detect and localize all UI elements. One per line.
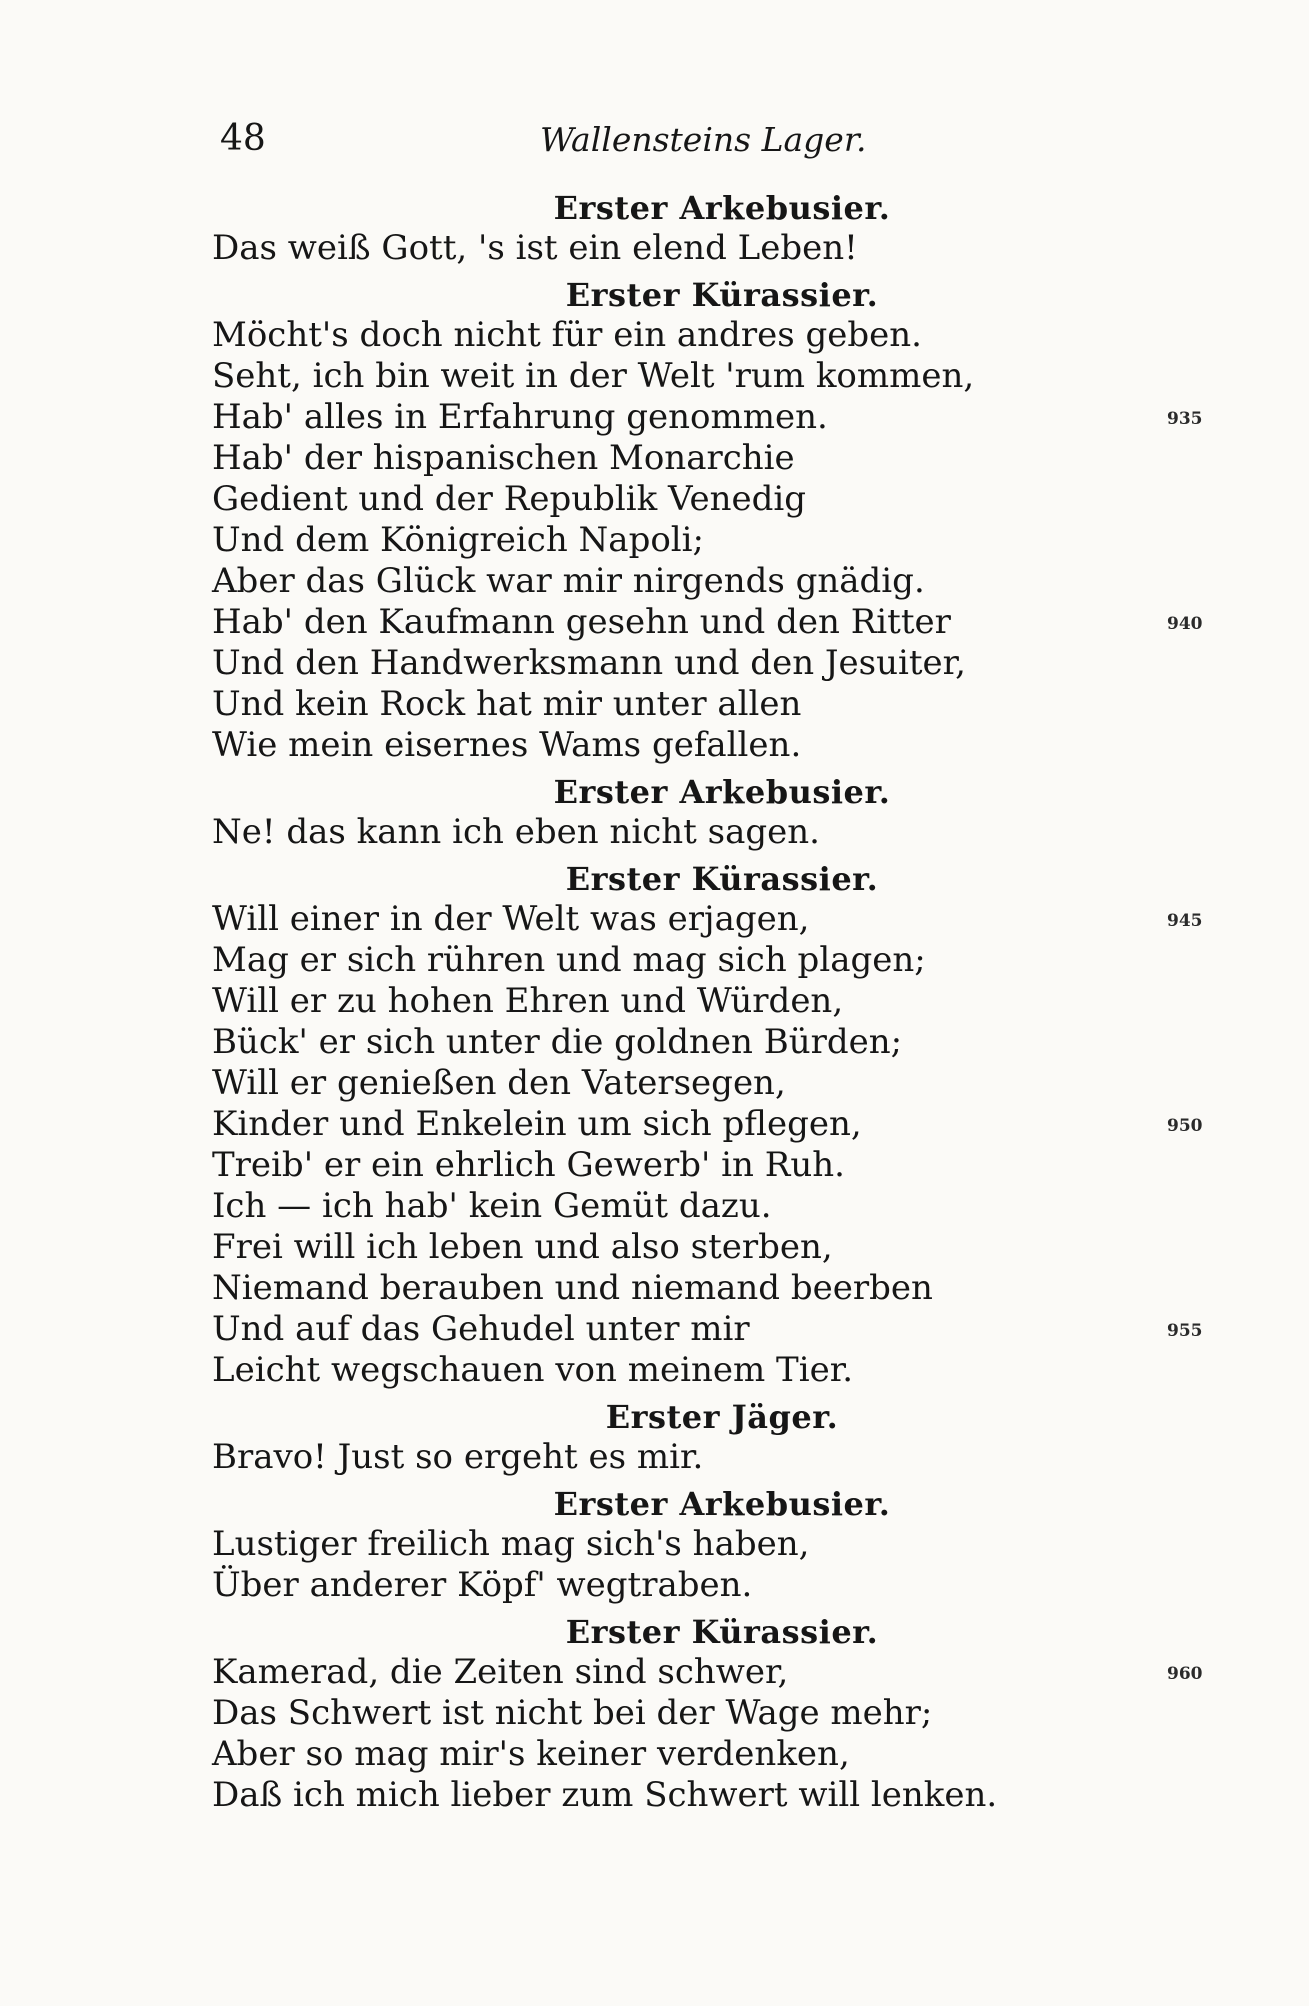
- verse-line: [212, 1145, 1112, 1186]
- verse-line: [212, 1227, 1112, 1268]
- verse-line: [212, 520, 1112, 561]
- verse-line: [212, 1734, 1112, 1775]
- speaker-name: Erster Arkebusier.: [553, 189, 891, 227]
- verse-text-line: Und auf das Gehudel unter mir: [212, 1309, 750, 1349]
- verse-text-line: Möcht's doch nicht für ein andres geben.: [212, 315, 922, 355]
- verse-text-line: Lustiger freilich mag sich's haben,: [212, 1524, 810, 1564]
- speech-block: [212, 1484, 1112, 1606]
- verse-line: [212, 1652, 1203, 1693]
- verse-line: [212, 315, 1112, 356]
- verse-text-line: Aber so mag mir's keiner verdenken,: [212, 1734, 850, 1774]
- speech-block: [212, 772, 1112, 853]
- verse-text-line: Will er genießen den Vatersegen,: [212, 1063, 786, 1103]
- verse-line: [212, 981, 1112, 1022]
- verse-line: [212, 725, 1112, 766]
- verse-text-line: Treib' er ein ehrlich Gewerb' in Ruh.: [212, 1145, 845, 1185]
- verse-text-line: Und kein Rock hat mir unter allen: [212, 684, 802, 724]
- line-number: 955: [1167, 1321, 1203, 1341]
- verse-line: [212, 397, 1203, 438]
- verse-text-line: Und dem Königreich Napoli;: [212, 520, 705, 560]
- verse-text-line: Will er zu hohen Ehren und Würden,: [212, 981, 844, 1021]
- verse-line: [212, 1186, 1112, 1227]
- verse-line: [212, 1063, 1112, 1104]
- verse-line: [212, 1104, 1203, 1145]
- verse-text-line: Will einer in der Welt was erjagen,: [212, 899, 810, 939]
- verse-text-line: Daß ich mich lieber zum Schwert will lenken.: [212, 1775, 998, 1815]
- verse-line: [212, 899, 1203, 940]
- verse-text-line: Hab' der hispanischen Monarchie: [212, 438, 795, 478]
- verse-text-line: Aber das Glück war mir nirgends gnädig.: [212, 561, 925, 601]
- speech-block: [212, 859, 1203, 1391]
- line-number: 940: [1167, 614, 1203, 634]
- speech-block: [212, 188, 1112, 269]
- speaker-name: Erster Jäger.: [605, 1398, 839, 1436]
- verse-text-line: Kinder und Enkelein um sich pflegen,: [212, 1104, 862, 1144]
- verse-line: [212, 940, 1112, 981]
- running-title: Wallensteins Lager.: [540, 120, 867, 159]
- verse-text-line: Seht, ich bin weit in der Welt 'rum kommen,: [212, 356, 975, 396]
- verse-line: [212, 1309, 1203, 1350]
- verse-text-line: Ne! das kann ich eben nicht sagen.: [212, 812, 820, 852]
- page-header: [0, 118, 1309, 158]
- verse-line: [212, 602, 1203, 643]
- verse-line: [212, 1565, 1112, 1606]
- verse-line: [212, 1693, 1112, 1734]
- verse-line: [212, 356, 1112, 397]
- page-number: 48: [220, 118, 266, 159]
- verse-text-line: Bück' er sich unter die goldnen Bürden;: [212, 1022, 903, 1062]
- verse-text-line: Wie mein eisernes Wams gefallen.: [212, 725, 802, 765]
- verse-text-line: Ich — ich hab' kein Gemüt dazu.: [212, 1186, 772, 1226]
- verse-line: [212, 684, 1112, 725]
- speech-block: [212, 1612, 1203, 1816]
- verse-line: [212, 643, 1112, 684]
- verse-text-line: Mag er sich rühren und mag sich plagen;: [212, 940, 926, 980]
- verse-line: [212, 1524, 1112, 1565]
- speech-block: [212, 275, 1203, 766]
- verse-text-line: Kamerad, die Zeiten sind schwer,: [212, 1652, 789, 1692]
- verse-line: [212, 228, 1112, 269]
- verse-text-line: Bravo! Just so ergeht es mir.: [212, 1437, 704, 1477]
- speech-block: [212, 1397, 1112, 1478]
- verse-text: [212, 182, 1203, 1816]
- line-number: 960: [1167, 1664, 1203, 1684]
- verse-text-line: Das Schwert ist nicht bei der Wage mehr;: [212, 1693, 933, 1733]
- verse-text-line: Das weiß Gott, 's ist ein elend Leben!: [212, 228, 858, 268]
- verse-line: [212, 1268, 1112, 1309]
- verse-text-line: Hab' den Kaufmann gesehn und den Ritter: [212, 602, 951, 642]
- verse-line: [212, 479, 1112, 520]
- verse-text-line: Gedient und der Republik Venedig: [212, 479, 807, 519]
- verse-line: [212, 1437, 1112, 1478]
- verse-line: [212, 1022, 1112, 1063]
- verse-text-line: Niemand berauben und niemand beerben: [212, 1268, 933, 1308]
- verse-text-line: Frei will ich leben und also sterben,: [212, 1227, 833, 1267]
- verse-line: [212, 438, 1112, 479]
- verse-line: [212, 1775, 1112, 1816]
- line-number: 935: [1167, 409, 1203, 429]
- line-number: 945: [1167, 911, 1203, 931]
- verse-text-line: Über anderer Köpf' wegtraben.: [212, 1565, 753, 1605]
- verse-text-line: Und den Handwerksmann und den Jesuiter,: [212, 643, 966, 683]
- line-number: 950: [1167, 1116, 1203, 1136]
- verse-text-line: Leicht wegschauen von meinem Tier.: [212, 1350, 854, 1390]
- speaker-name: Erster Arkebusier.: [553, 773, 891, 811]
- verse-line: [212, 812, 1112, 853]
- speaker-name: Erster Kürassier.: [565, 276, 879, 314]
- verse-line: [212, 1350, 1112, 1391]
- verse-line: [212, 561, 1112, 602]
- speaker-name: Erster Kürassier.: [565, 1613, 879, 1651]
- speaker-name: Erster Kürassier.: [565, 860, 879, 898]
- verse-text-line: Hab' alles in Erfahrung genommen.: [212, 397, 828, 437]
- speaker-name: Erster Arkebusier.: [553, 1485, 891, 1523]
